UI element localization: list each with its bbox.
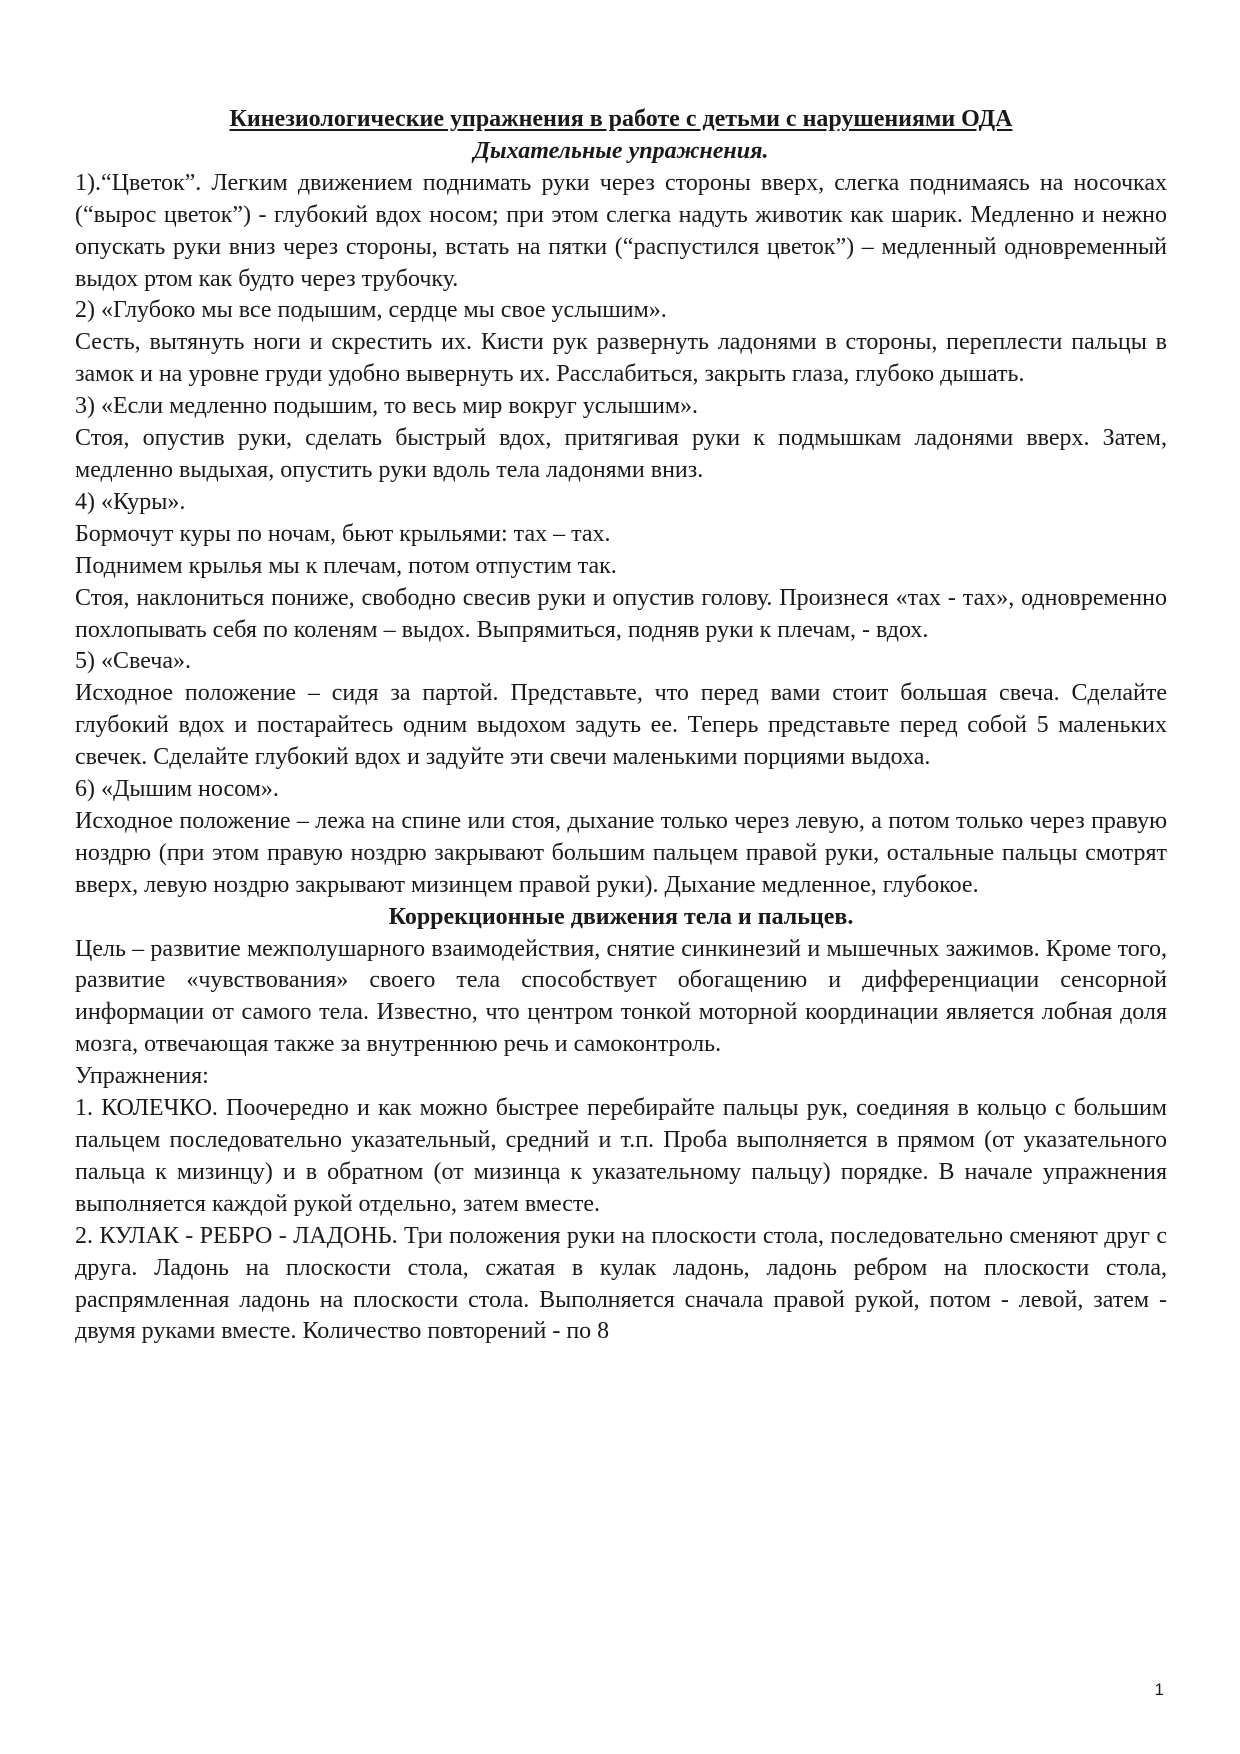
paragraph-breathing-3-body: Стоя, опустив руки, сделать быстрый вдох, притягивая руки к подмышкам ладонями вверх. Затем, медленно выдыхая, опустить руки вдоль тела ладонями вниз. (75, 425, 1167, 483)
page-number: 1 (1154, 1680, 1164, 1699)
paragraph-exercise-ring: 1. КОЛЕЧКО. Поочередно и как можно быстрее перебирайте пальцы рук, соединяя в кольцо с большим пальцем последовательно указательный, средний и т.п. Проба выполняется в прямом (от указательного пальца к мизинцу) и в обратном (от мизинца к указательному пальцу) порядке. В начале упражнения выполняется каждой рукой отдельно, затем вместе. (75, 1095, 1167, 1217)
paragraph-breathing-4-verse-2: Поднимем крылья мы к плечам, потом отпустим так. (75, 552, 617, 579)
paragraph-breathing-6-body: Исходное положение – лежа на спине или стоя, дыхание только через левую, а потом только через правую ноздрю (при этом правую ноздрю закрывают большим пальцем правой руки, остальные пальцы смотрят вверх, левую ноздрю закрывают мизинцем правой руки). Дыхание медленное, глубокое. (75, 807, 1167, 898)
document-title: Кинезиологические упражнения в работе с детьми с нарушениями ОДА (229, 106, 1013, 132)
paragraph-exercise-fist-edge-palm: 2. КУЛАК - РЕБРО - ЛАДОНЬ. Три положения руки на плоскости стола, последовательно сменяют друг с друга. Ладонь на плоскости стола, сжатая в кулак ладонь, ладонь ребром на плоскости стола, распрямленная ладонь на плоскости стола. Выполняется сначала правой рукой, потом - левой, затем - двумя руками вместе. Количество повторений - по 8 (75, 1222, 1167, 1345)
document-subtitle: Дыхательные упражнения. (473, 137, 769, 164)
paragraph-breathing-4-heading: 4) «Куры». (75, 488, 186, 515)
paragraph-breathing-3-heading: 3) «Если медленно подышим, то весь мир вокруг услышим». (75, 393, 699, 420)
paragraph-correction-goal: Цель – развитие межполушарного взаимодействия, снятие синкинезий и мышечных зажимов. Кроме того, развитие «чувствования» своего тела способствует обогащению и дифференциации сенсорной информации от самого тела. Известно, что центром тонкой моторной координации является лобная доля мозга, отвечающая также за внутреннюю речь и самоконтроль. (75, 935, 1167, 1058)
paragraph-breathing-1: 1).“Цветок”. Легким движением поднимать руки через стороны вверх, слегка поднимаясь на носочках (“вырос цветок”) - глубокий вдох носом; при этом слегка надуть животик как шарик. Медленно и нежно опускать руки вниз через стороны, встать на пятки (“распустился цветок”) – медленный одновременный выдох ртом как будто через трубочку. (75, 169, 1167, 292)
paragraph-breathing-6-heading: 6) «Дышим носом». (75, 776, 279, 803)
paragraph-exercises-label: Упражнения: (75, 1063, 209, 1090)
page-content (75, 104, 1167, 1348)
paragraph-breathing-5-body: Исходное положение – сидя за партой. Представьте, что перед вами стоит большая свеча. Сделайте глубокий вдох и постарайтесь одним выдохом задуть ее. Теперь представьте перед собой 5 маленьких свечек. Сделайте глубокий вдох и задуйте эти свечи маленькими порциями выдоха. (75, 680, 1167, 771)
section-title: Коррекционные движения тела и пальцев. (388, 903, 854, 930)
paragraph-breathing-2-heading: 2) «Глубоко мы все подышим, сердце мы свое услышим». (75, 297, 667, 324)
paragraph-breathing-5-heading: 5) «Свеча». (75, 648, 191, 675)
paragraph-breathing-4-verse-1: Бормочут куры по ночам, бьют крыльями: тах – тах. (75, 520, 611, 547)
paragraph-breathing-4-body: Стоя, наклониться пониже, свободно свесив руки и опустив голову. Произнеся «тах - тах», одновременно похлопывать себя по коленям – выдох. Выпрямиться, подняв руки к плечам, - вдох. (75, 584, 1167, 643)
paragraph-breathing-2-body: Сесть, вытянуть ноги и скрестить их. Кисти рук развернуть ладонями в стороны, переплести пальцы в замок и на уровне груди удобно вывернуть их. Расслабиться, закрыть глаза, глубоко дышать. (75, 329, 1167, 388)
